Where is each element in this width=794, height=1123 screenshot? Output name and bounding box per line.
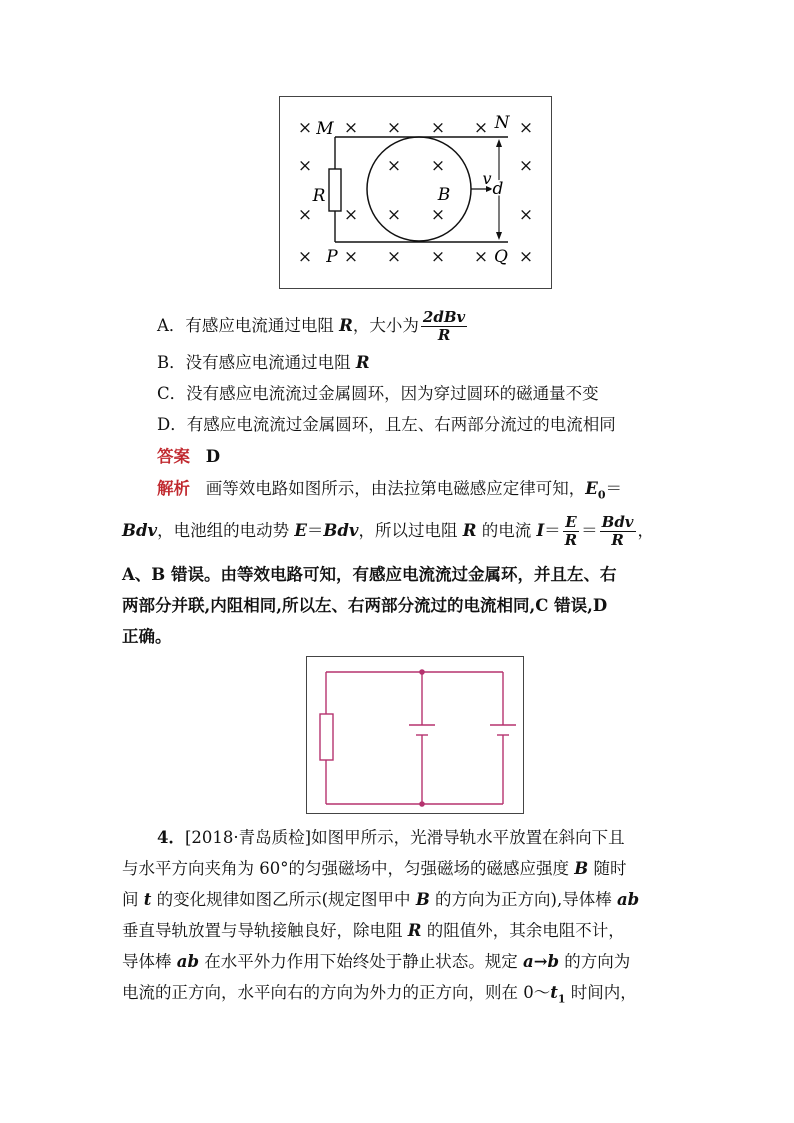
figure-magnetic-field-svg [280, 97, 551, 288]
junction-top [419, 669, 425, 675]
label-Q: Q [494, 247, 508, 267]
junction-bottom [419, 801, 425, 807]
fraction-E-R: $\frac{E}{R}$ [564, 513, 578, 549]
q4-line-4: 垂直导轨放置与导轨接触良好，除电阻 R 的阻值外，其余电阻不计， [122, 921, 625, 940]
label-M: M [316, 119, 334, 139]
field-x-mark: × [430, 156, 446, 176]
field-x-mark: × [297, 156, 313, 176]
field-x-mark: × [386, 247, 402, 267]
field-x-mark: × [430, 205, 446, 225]
q4-line-2: 与水平方向夹角为 60°的匀强磁场中，匀强磁场的磁感应强度 B 随时 [122, 859, 627, 878]
field-x-mark: × [297, 205, 313, 225]
option-B: B．没有感应电流通过电阻 R [157, 353, 370, 372]
answer-value: D [205, 447, 221, 466]
figure-equivalent-circuit-svg [307, 657, 523, 813]
field-x-mark: × [473, 247, 489, 267]
label-R: R [312, 186, 326, 206]
field-x-mark: × [518, 118, 534, 138]
label-P: P [326, 247, 338, 267]
field-x-mark: × [343, 205, 359, 225]
q4-line-3: 间 t 的变化规律如图乙所示(规定图甲中 B 的方向为正方向),导体棒 ab [122, 890, 640, 909]
circuit-resistor [320, 714, 333, 760]
field-x-mark: × [430, 118, 446, 138]
field-x-mark: × [386, 205, 402, 225]
figure-equivalent-circuit [306, 656, 524, 814]
analysis-line-1: 解析 画等效电路如图所示，由法拉第电磁感应定律可知，$E_0=$ [157, 479, 622, 502]
analysis-line-4: 两部分并联,内阻相同,所以左、右两部分流过的电流相同,C 错误,D [122, 596, 608, 615]
field-x-mark: × [386, 156, 402, 176]
figure-magnetic-field [279, 96, 552, 289]
analysis-label: 解析 [157, 479, 190, 498]
q4-line-6: 电流的正方向，水平向右的方向为外力的正方向，则在 $0\sim t_1$ 时间内， [122, 983, 637, 1006]
fraction-Bdv-R: $\frac{\text{Bdv}}{R}$ [601, 513, 634, 549]
field-x-mark: × [297, 247, 313, 267]
field-x-mark: × [518, 156, 534, 176]
analysis-line-2: Bdv，电池组的电动势 E＝Bdv，所以过电阻 R 的电流 I＝ $\frac{E}{R}$ ＝ $\frac{\text{Bdv}}{R}$ ， [122, 513, 655, 549]
label-B: B [437, 185, 451, 205]
field-x-mark: × [343, 247, 359, 267]
field-x-mark: × [430, 247, 446, 267]
analysis-line-3: A、B 错误。由等效电路可知，有感应电流流过金属环，并且左、右 [122, 565, 617, 584]
resistor-R [329, 169, 341, 211]
option-C: C．没有感应电流流过金属圆环，因为穿过圆环的磁通量不变 [157, 384, 599, 403]
label-v: v [482, 169, 492, 188]
analysis-line-5: 正确。 [122, 627, 172, 646]
field-x-mark: × [518, 205, 534, 225]
answer-line [157, 446, 220, 468]
option-A: A．有感应电流通过电阻 R，大小为 $\frac{\text{2dBv}}{R}$ [157, 308, 466, 344]
field-x-mark: × [386, 118, 402, 138]
option-D: D．有感应电流流过金属圆环，且左、右两部分流过的电流相同 [157, 415, 616, 434]
metal-ring [367, 137, 471, 241]
fraction-2dBv-R: $\frac{\text{2dBv}}{R}$ [422, 308, 466, 344]
field-x-mark: × [343, 118, 359, 138]
label-N: N [494, 113, 510, 133]
q4-line-5: 导体棒 ab 在水平外力作用下始终处于静止状态。规定 a→b 的方向为 [122, 952, 631, 971]
field-x-mark: × [473, 118, 489, 138]
field-x-mark: × [518, 247, 534, 267]
label-d: d [492, 179, 504, 199]
field-x-mark: × [297, 118, 313, 138]
q4-line-1: 4．[2018·青岛质检]如图甲所示，光滑导轨水平放置在斜向下且 [157, 828, 625, 847]
answer-label: 答案 [157, 447, 190, 466]
